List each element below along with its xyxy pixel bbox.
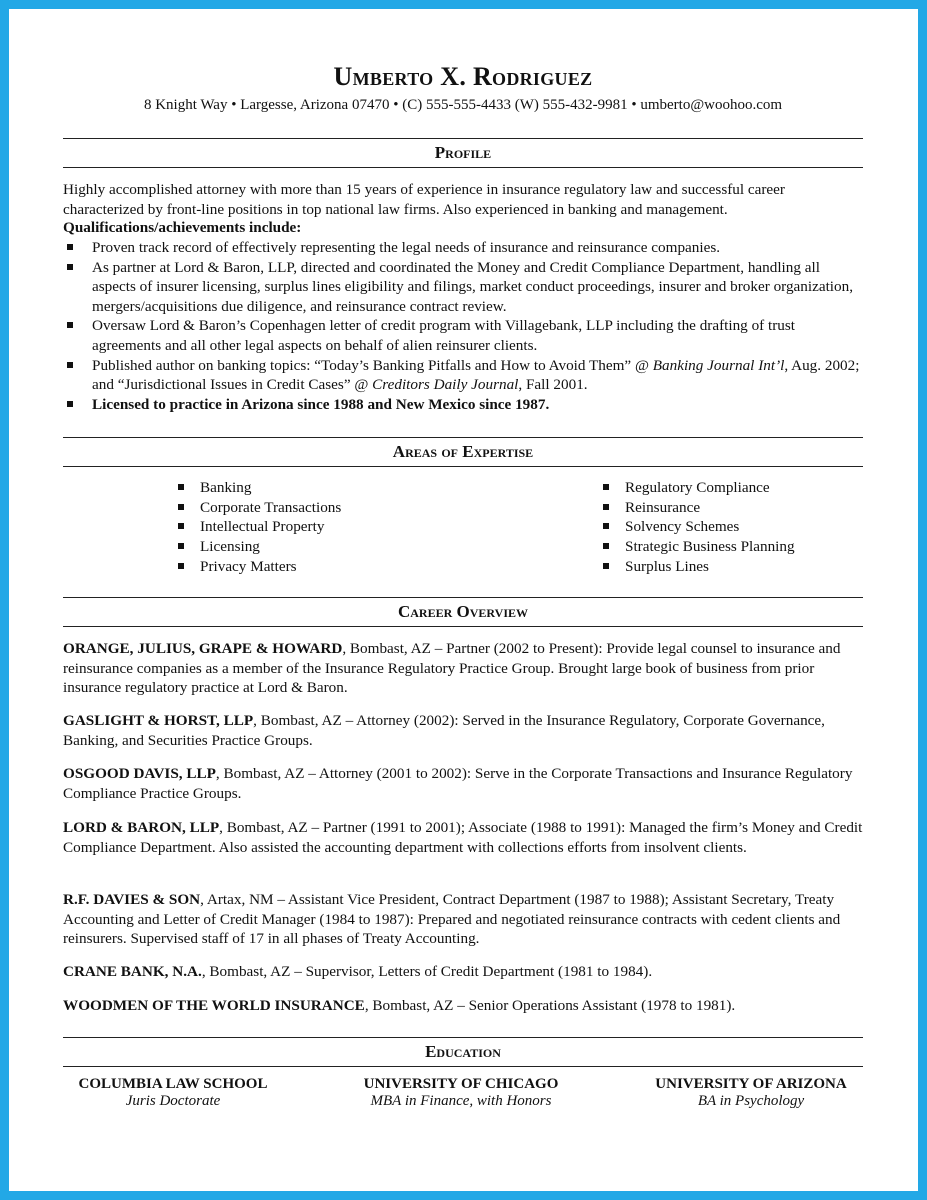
section-heading-expertise: Areas of Expertise xyxy=(392,442,534,461)
divider xyxy=(63,138,863,139)
bullet-square-icon xyxy=(603,563,609,569)
bullet-square-icon xyxy=(67,264,73,270)
bullet-square-icon xyxy=(67,401,73,407)
list-item: Proven track record of effectively representing the legal needs of insurance and reinsurance companies. xyxy=(63,238,863,258)
degree: BA in Psychology xyxy=(697,1093,805,1109)
bullet-square-icon xyxy=(178,563,184,569)
profile-summary: Highly accomplished attorney with more than 15 years of experience in insurance regulatory law and successful career characterized by front-line positions in top national law firms. Also experienced in banking and management. xyxy=(63,181,785,218)
divider xyxy=(63,466,863,467)
divider xyxy=(63,597,863,598)
bullet-square-icon xyxy=(178,543,184,549)
divider xyxy=(63,1066,863,1067)
list-item: Corporate Transactions xyxy=(171,498,341,518)
list-item: Reinsurance xyxy=(596,498,795,518)
bullet-square-icon xyxy=(67,362,73,368)
list-item: Oversaw Lord & Baron’s Copenhagen letter of credit program with Villagebank, LLP including the drafting of trust agreements and all other legal aspects on behalf of alien reinsurer clients. xyxy=(63,316,863,355)
bullet-square-icon xyxy=(178,484,184,490)
section-heading-education: Education xyxy=(425,1042,501,1061)
education-entry xyxy=(43,1076,303,1110)
qualifications-label: Qualifications/achievements include: xyxy=(63,219,302,236)
section-heading-profile: Profile xyxy=(434,143,492,162)
list-item: Surplus Lines xyxy=(596,557,795,577)
list-item: Regulatory Compliance xyxy=(596,478,795,498)
school-name: UNIVERSITY OF CHICAGO xyxy=(363,1076,559,1092)
bullet-square-icon xyxy=(603,543,609,549)
list-item: Banking xyxy=(171,478,341,498)
list-item: Licensed to practice in Arizona since 1988 and New Mexico since 1987. xyxy=(63,395,863,415)
school-name: COLUMBIA LAW SCHOOL xyxy=(78,1076,268,1092)
list-item: Intellectual Property xyxy=(171,517,341,537)
school-name: UNIVERSITY OF ARIZONA xyxy=(655,1076,847,1092)
education-entry xyxy=(331,1076,591,1110)
list-item: Strategic Business Planning xyxy=(596,537,795,557)
bullet-square-icon xyxy=(67,244,73,250)
expertise-list-left xyxy=(171,478,341,577)
candidate-name: Umberto X. Rodriguez xyxy=(333,62,593,91)
divider xyxy=(63,437,863,438)
career-entry: GASLIGHT & HORST, LLP, Bombast, AZ – Attorney (2002): Served in the Insurance Regulatory, Corporate Governance, Banking, and Securities Practice Groups. xyxy=(63,712,825,749)
journal-title: Banking Journal Int’l xyxy=(652,356,785,374)
career-entry: LORD & BARON, LLP, Bombast, AZ – Partner (1991 to 2001); Associate (1988 to 1991): Managed the firm’s Money and Credit Compliance Department. Also assisted the accounting department with collections efforts from insolvent clients. xyxy=(63,819,863,856)
bullet-square-icon xyxy=(603,484,609,490)
career-entry: ORANGE, JULIUS, GRAPE & HOWARD, Bombast, AZ – Partner (2002 to Present): Provide legal counsel to insurance and reinsurance companies as a member of the Insurance Regulatory Practice Group. Brought large book of business from prior insurance regulatory practice at Lord & Baron. xyxy=(63,640,841,697)
qualifications-list xyxy=(63,238,863,414)
contact-line: 8 Knight Way • Largesse, Arizona 07470 • (C) 555-555-4433 (W) 555-432-9981 • umberto@woohoo.com xyxy=(143,97,783,113)
list-item: Privacy Matters xyxy=(171,557,341,577)
bullet-square-icon xyxy=(178,504,184,510)
bullet-square-icon xyxy=(178,523,184,529)
list-item: Licensing xyxy=(171,537,341,557)
education-entry xyxy=(621,1076,881,1110)
expertise-list-right xyxy=(596,478,795,577)
journal-title: Creditors Daily Journal xyxy=(372,376,519,394)
list-item: Solvency Schemes xyxy=(596,517,795,537)
career-entry: CRANE BANK, N.A., Bombast, AZ – Supervisor, Letters of Credit Department (1981 to 1984). xyxy=(63,963,653,980)
degree: MBA in Finance, with Honors xyxy=(370,1093,552,1109)
bullet-square-icon xyxy=(67,322,73,328)
career-entry: R.F. DAVIES & SON, Artax, NM – Assistant Vice President, Contract Department (1987 to 1988); Assistant Secretary, Treaty Accounting and Letter of Credit Manager (1984 to 1987): Prepared and negotiated reinsurance contracts with cedent clients and reinsurers. Supervised staff of 17 in all phases of Treaty Accounting. xyxy=(63,891,841,948)
career-entry: OSGOOD DAVIS, LLP, Bombast, AZ – Attorney (2001 to 2002): Serve in the Corporate Transactions and Insurance Regulatory Compliance Practice Groups. xyxy=(63,765,853,802)
bullet-square-icon xyxy=(603,523,609,529)
list-item: Published author on banking topics: “Today’s Banking Pitfalls and How to Avoid Them” @ Banking Journal Int’l, Aug. 2002; and “Jurisdictional Issues in Credit Cases” @ Creditors Daily Journal, Fall 2001. xyxy=(63,356,863,395)
divider xyxy=(63,167,863,168)
divider xyxy=(63,626,863,627)
list-item: As partner at Lord & Baron, LLP, directed and coordinated the Money and Credit Compliance Department, handling all aspects of insurer licensing, surplus lines eligibility and filings, market conduct proceedings, insurer and broker organization, mergers/acquisitions due diligence, and reinsurance contract review. xyxy=(63,258,863,317)
degree: Juris Doctorate xyxy=(125,1093,221,1109)
divider xyxy=(63,1037,863,1038)
section-heading-career: Career Overview xyxy=(397,602,528,621)
career-entry: WOODMEN OF THE WORLD INSURANCE, Bombast, AZ – Senior Operations Assistant (1978 to 1981). xyxy=(63,997,736,1014)
bullet-square-icon xyxy=(603,504,609,510)
